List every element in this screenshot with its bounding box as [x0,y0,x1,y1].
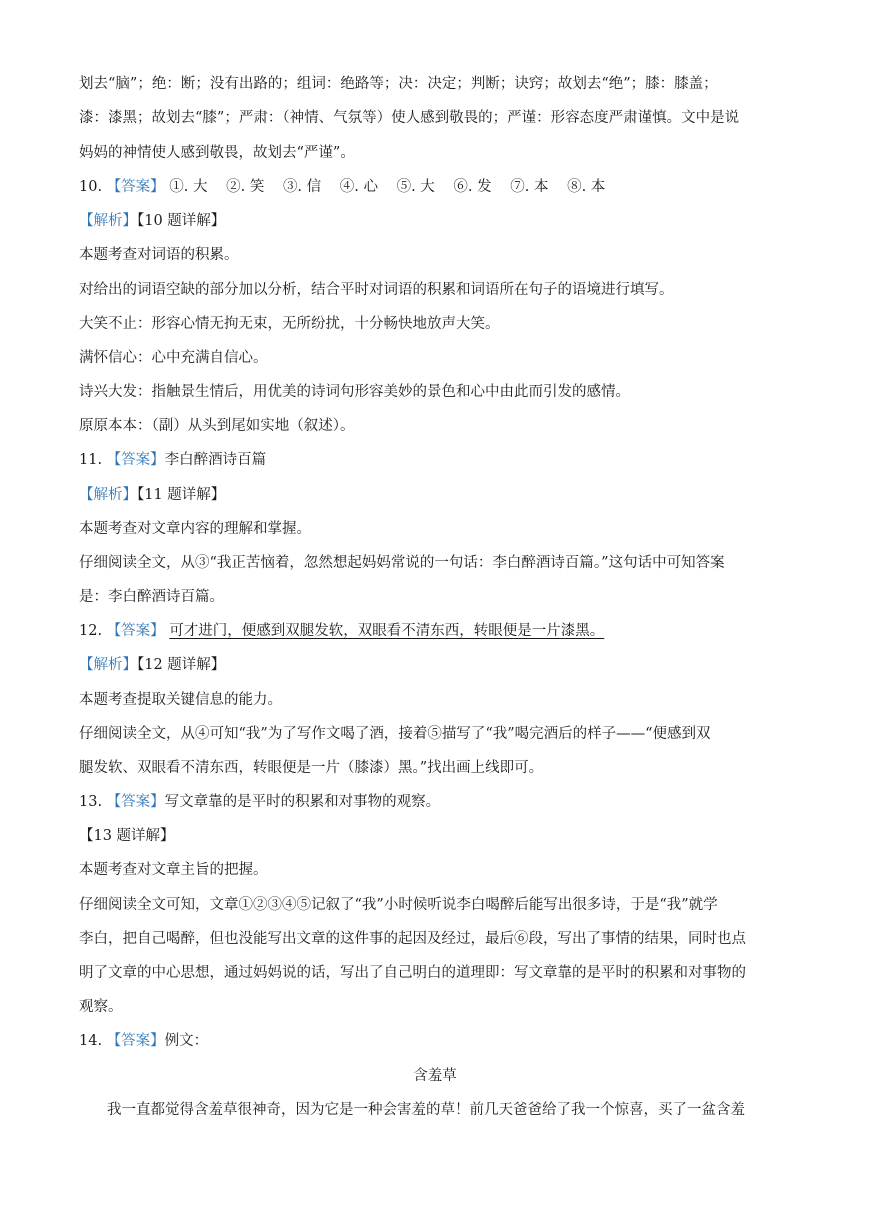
analysis-heading [79,485,791,505]
text-line: 大笑不止：形容心情无拘无束，无所纷扰，十分畅快地放声大笑。 [79,316,500,332]
answer-option: ⑧. 本 [567,179,606,195]
text-line: 仔细阅读全文可知，文章①②③④⑤记叙了“我”小时候听说李白喝醉后能写出很多诗，于是“我”就学 [79,897,718,913]
answer-tag: 【答案】 [106,1033,165,1049]
text-line: 妈妈的神情使人感到敬畏，故划去“严谨”。 [79,145,355,161]
text-line: 观察。 [79,999,123,1015]
text-line: 原原本本：（副）从头到尾如实地（叙述）。 [79,418,355,434]
answer-tag: 【答案】 [106,623,165,639]
answer-option: ②. 笑 [226,179,265,195]
answer-option: ⑦. 本 [510,179,549,195]
answer-text: 例文： [164,1033,209,1049]
answer-option: ①. 大 [169,179,208,195]
q12-answer-line [79,621,791,641]
text-line: 腿发软、双眼看不清东西，转眼便是一片（膝漆）黑。”找出画上线即可。 [79,760,544,776]
text-line: 是：李白醉酒诗百篇。 [79,589,224,605]
text-line: 本题考查对文章主旨的把握。 [79,862,268,878]
answer-text: 李白醉酒诗百篇 [164,452,267,468]
question-number: 14. [79,1033,103,1049]
text-line: 仔细阅读全文，从④可知“我”为了写作文喝了酒，接着⑤描写了“我”喝完酒后的样子——“便感到双 [79,726,711,742]
analysis-title: 【11 题详解】 [137,487,226,503]
q13-answer-line [79,792,791,812]
text-line: 诗兴大发：指触景生情后，用优美的诗词句形容美妙的景色和心中由此而引发的感情。 [79,384,630,400]
text-line: 本题考查提取关键信息的能力。 [79,692,282,708]
q11-answer-line [79,450,791,470]
question-number: 13. [79,794,103,810]
essay-title: 含羞草 [413,1068,457,1084]
analysis-tag: 【解析】 [79,487,137,503]
answer-option: ④. 心 [339,179,378,195]
text-line: 对给出的词语空缺的部分加以分析，结合平时对词语的积累和词语所在句子的语境进行填写。 [79,282,674,298]
answer-option: ⑥. 发 [453,179,492,195]
question-number: 12. [79,623,103,639]
text-line: 漆：漆黑；故划去“膝”；严肃：（神情、气氛等）使人感到敬畏的；严谨：形容态度严肃谨慎。文中是说 [79,110,740,126]
answer-option: ⑤. 大 [396,179,435,195]
analysis-heading [79,211,791,231]
analysis-tag: 【解析】 [79,657,137,673]
text-line: 明了文章的中心思想，通过妈妈说的话，写出了自己明白的道理即：写文章靠的是平时的积累和对事物的 [79,965,746,981]
answer-tag: 【答案】 [106,452,165,468]
analysis-tag: 【解析】 [79,213,137,229]
answer-tag: 【答案】 [106,179,165,195]
answer-option: ③. 信 [282,179,322,195]
analysis-title: 【12 题详解】 [137,657,226,673]
text-line: 仔细阅读全文，从③“我正苦恼着，忽然想起妈妈常说的一句话：李白醉酒诗百篇。”这句话中可知答案 [79,555,725,571]
q14-answer-line [79,1031,791,1051]
answer-tag: 【答案】 [106,794,165,810]
analysis-title: 【13 题详解】 [79,828,175,844]
essay-line: 我一直都觉得含羞草很神奇，因为它是一种会害羞的草！前几天爸爸给了我一个惊喜，买了一盆含羞 [107,1102,745,1118]
question-number: 11. [79,452,103,468]
answer-text: 写文章靠的是平时的积累和对事物的观察。 [164,794,441,810]
q10-answer-line [79,177,791,197]
underlined-answer: 可才进门，便感到双腿发软，双眼看不清东西，转眼便是一片漆黑。 [169,623,605,639]
text-line: 本题考查对词语的积累。 [79,247,239,263]
analysis-title: 【10 题详解】 [137,213,226,229]
text-line: 李白，把自己喝醉，但也没能写出文章的这件事的起因及经过，最后⑥段，写出了事情的结果，同时也点 [79,931,746,947]
text-line: 划去“脑”；绝：断；没有出路的；组词：绝路等；决：决定；判断；诀窍；故划去“绝”；膝：膝盖； [79,76,718,92]
text-line: 满怀信心：心中充满自信心。 [79,350,268,366]
text-line: 本题考查对文章内容的理解和掌握。 [79,521,311,537]
analysis-heading [79,655,791,675]
question-number: 10. [79,179,103,195]
